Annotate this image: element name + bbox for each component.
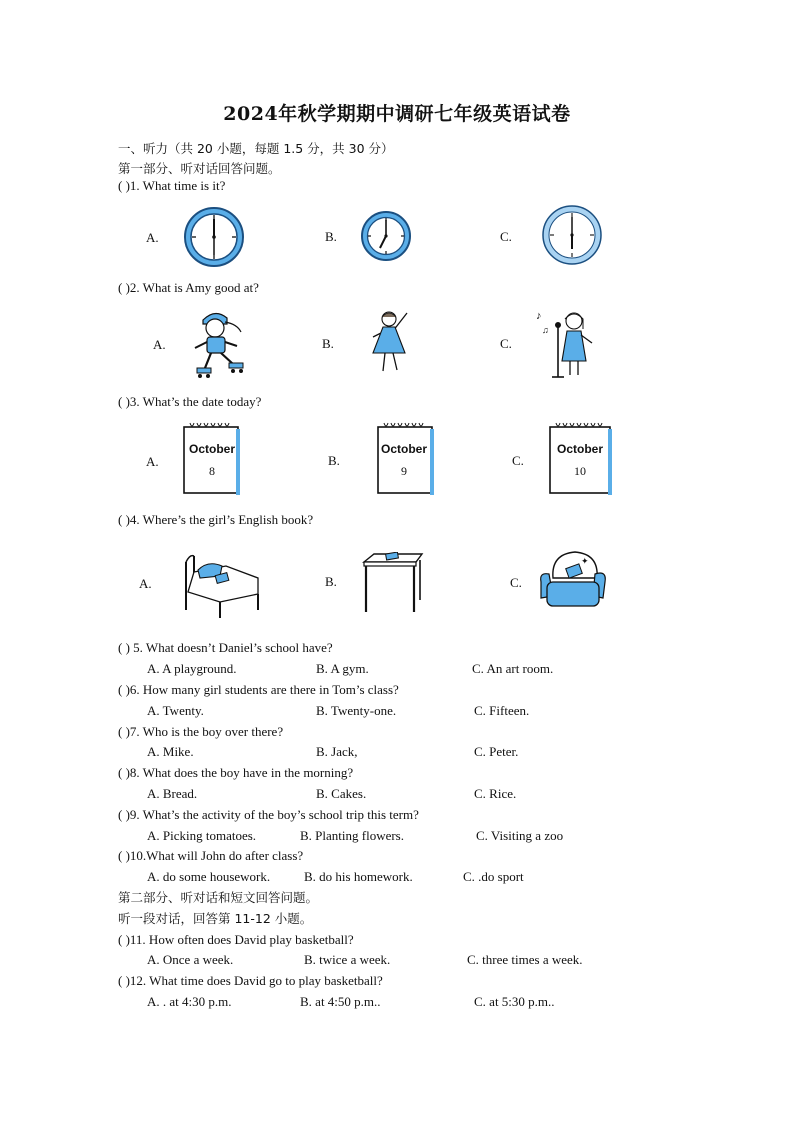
q5-option-b: B. A gym.: [316, 661, 369, 676]
svg-text:♫: ♫: [542, 325, 549, 335]
calendar-month: October: [556, 442, 603, 456]
q6-option-a: A. Twenty.: [147, 703, 204, 718]
q4-option-a-label: A.: [139, 576, 152, 591]
table-with-book-icon: [360, 552, 426, 614]
q7-option-b: B. Jack,: [316, 744, 358, 759]
question-5: ( ) 5. What doesn’t Daniel’s school have?: [118, 640, 333, 655]
q11-option-b: B. twice a week.: [304, 952, 391, 967]
q9-option-a: A. Picking tomatoes.: [147, 828, 257, 843]
q1-option-b-label: B.: [325, 229, 337, 244]
q11-option-a: A. Once a week.: [147, 952, 234, 967]
singing-girl-icon: [534, 305, 604, 381]
question-11: ( )11. How often does David play basketball?: [118, 932, 354, 947]
calendar-month: October: [188, 442, 235, 456]
clock-6-00-icon: [541, 201, 603, 269]
page-title: 2024年秋学期期中调研七年级英语试卷: [223, 103, 571, 125]
question-1: ( )1. What time is it?: [118, 178, 226, 193]
clock-12-00-icon: [183, 206, 245, 268]
question-12: ( )12. What time does David go to play basketball?: [118, 973, 383, 988]
q3-option-a-label: A.: [146, 454, 159, 469]
bed-with-book-icon: [180, 548, 264, 622]
roller-skating-girl-icon: [185, 306, 255, 384]
q5-option-a: A. A playground.: [147, 661, 237, 676]
calendar-october-8: [182, 421, 240, 491]
q7-option-a: A. Mike.: [147, 744, 194, 759]
q3-option-b-label: B.: [328, 453, 340, 468]
q1-option-a-label: A.: [146, 230, 159, 245]
sofa-with-book-icon: [537, 548, 609, 612]
q10-option-c: C. .do sport: [463, 869, 524, 884]
q2-option-c-label: C.: [500, 336, 512, 351]
question-3: ( )3. What’s the date today?: [118, 394, 262, 409]
question-2: ( )2. What is Amy good at?: [118, 280, 259, 295]
calendar-icon: [376, 421, 436, 497]
calendar-october-10: [548, 421, 612, 491]
q8-option-c: C. Rice.: [474, 786, 517, 801]
q3-option-c-label: C.: [512, 453, 524, 468]
calendar-day: 9: [401, 464, 407, 478]
q10-option-a: A. do some housework.: [147, 869, 271, 884]
question-6: ( )6. How many girl students are there in Tom’s class?: [118, 682, 399, 697]
q4-option-b-label: B.: [325, 574, 337, 589]
q4-option-c-label: C.: [510, 575, 522, 590]
question-4: ( )4. Where’s the girl’s English book?: [118, 512, 314, 527]
q12-option-c: C. at 5:30 p.m..: [474, 994, 555, 1009]
part1-heading: 第一部分、听对话回答问题。: [118, 161, 281, 176]
calendar-icon: [182, 421, 242, 497]
dancing-girl-icon: [367, 307, 413, 379]
clock-7-00-icon: [360, 206, 412, 266]
part2-subheading: 听一段对话，回答第 11-12 小题。: [118, 911, 313, 926]
q10-option-b: B. do his homework.: [304, 869, 413, 884]
q8-option-b: B. Cakes.: [316, 786, 367, 801]
q8-option-a: A. Bread.: [147, 786, 198, 801]
q2-option-a-label: A.: [153, 337, 166, 352]
svg-text:♪: ♪: [536, 310, 542, 322]
q7-option-c: C. Peter.: [474, 744, 519, 759]
svg-text:✦: ✦: [581, 556, 589, 566]
q5-option-c: C. An art room.: [472, 661, 554, 676]
calendar-day: 8: [209, 464, 215, 478]
q12-option-a: A. . at 4:30 p.m.: [147, 994, 232, 1009]
q9-option-b: B. Planting flowers.: [300, 828, 404, 843]
calendar-month: October: [380, 442, 427, 456]
question-8: ( )8. What does the boy have in the morning?: [118, 765, 354, 780]
q2-option-b-label: B.: [322, 336, 334, 351]
q6-option-c: C. Fifteen.: [474, 703, 530, 718]
q11-option-c: C. three times a week.: [467, 952, 583, 967]
q6-option-b: B. Twenty-one.: [316, 703, 397, 718]
question-10: ( )10.What will John do after class?: [118, 848, 304, 863]
calendar-october-9: [376, 421, 434, 491]
q9-option-c: C. Visiting a zoo: [476, 828, 564, 843]
part2-heading: 第二部分、听对话和短文回答问题。: [118, 890, 319, 905]
calendar-icon: [548, 421, 614, 497]
q1-option-c-label: C.: [500, 229, 512, 244]
q12-option-b: B. at 4:50 p.m..: [300, 994, 381, 1009]
question-7: ( )7. Who is the boy over there?: [118, 724, 284, 739]
section-heading-listening: 一、听力（共 20 小题，每题 1.5 分，共 30 分）: [118, 141, 394, 156]
question-9: ( )9. What’s the activity of the boy’s school trip this term?: [118, 807, 419, 822]
calendar-day: 10: [574, 464, 586, 478]
